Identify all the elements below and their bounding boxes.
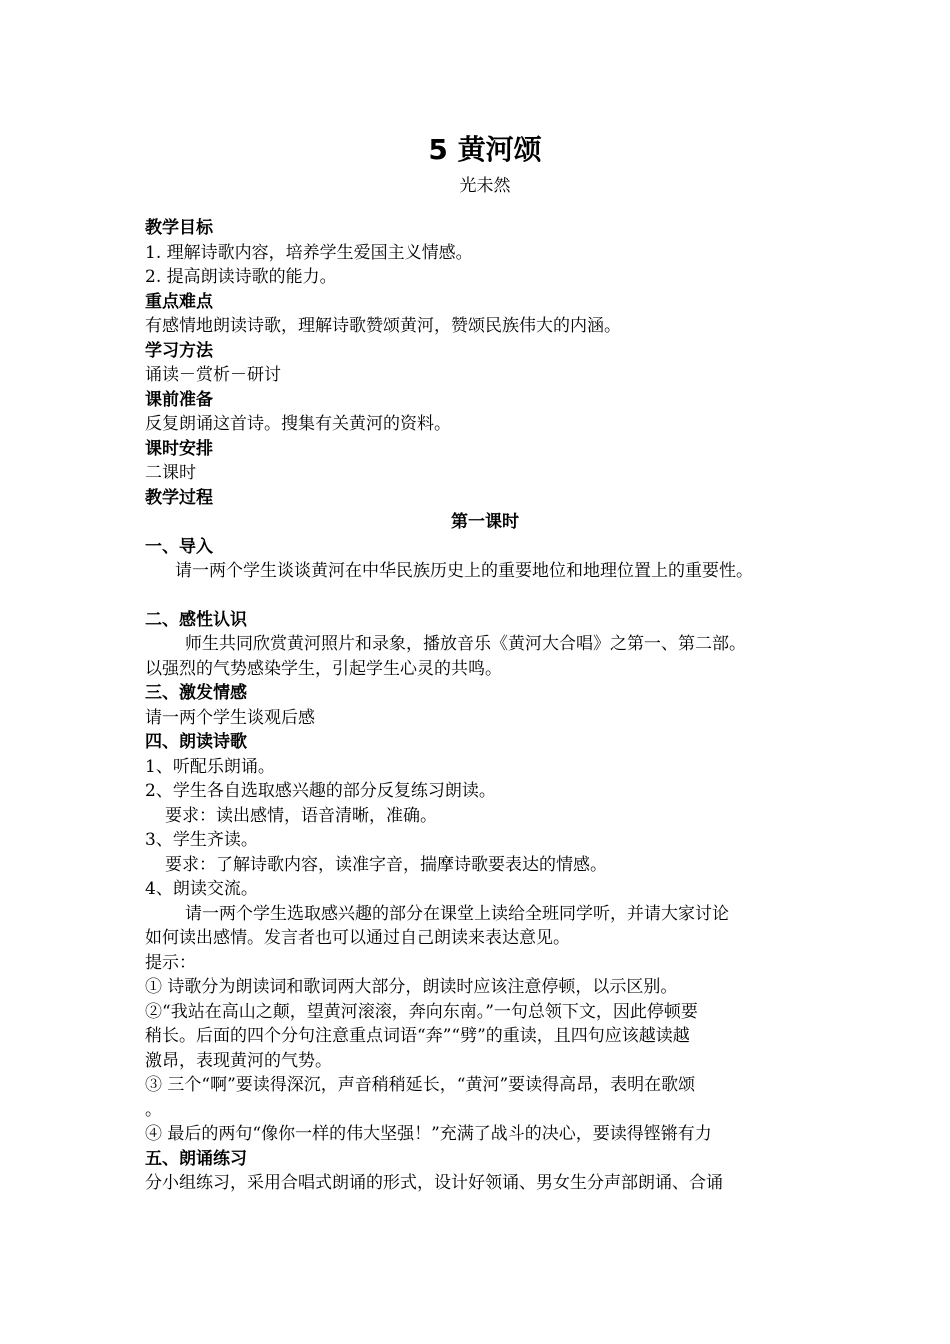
section-4-paragraph: 请一两个学生选取感兴趣的部分在课堂上读给全班同学听，并请大家讨论 — [185, 903, 729, 924]
objective-item: 2. 提高朗读诗歌的能力。 — [145, 267, 337, 287]
author-name: 光未然 — [459, 176, 511, 196]
heading-section-5: 五、朗诵练习 — [145, 1148, 247, 1169]
tip-item: ① 诗歌分为朗读词和歌词两大部分，朗读时应该注意停顿，以示区别。 — [145, 977, 678, 997]
heading-method: 学习方法 — [145, 340, 213, 361]
heading-section-3: 三、激发情感 — [145, 683, 247, 703]
method-text: 诵读－赏析－研讨 — [145, 365, 281, 385]
section-5-text: 分小组练习，采用合唱式朗诵的形式，设计好领诵、男女生分声部朗诵、合诵 — [145, 1173, 723, 1193]
tip-item: 稍长。后面的四个分句注意重点词语“奔”“劈”的重读，且四句应该越读越 — [145, 1026, 690, 1046]
document-page — [145, 130, 825, 1196]
lesson-title: 第一课时 — [451, 512, 519, 532]
section-4-line: 3、学生齐读。 — [145, 830, 258, 850]
schedule-text: 二课时 — [145, 463, 196, 483]
tip-item: 激昂，表现黄河的气势。 — [145, 1050, 332, 1071]
section-1-text: 请一两个学生谈谈黄河在中华民族历史上的重要地位和地理位置上的重要性。 — [175, 561, 753, 581]
section-2-line: 师生共同欣赏黄河照片和录象，播放音乐《黄河大合唱》之第一、第二部。 — [185, 634, 746, 654]
heading-objectives: 教学目标 — [145, 218, 213, 238]
section-3-text: 请一两个学生谈观后感 — [145, 707, 315, 728]
heading-schedule: 课时安排 — [145, 438, 213, 459]
tips-label: 提示： — [145, 952, 196, 973]
spacer — [145, 584, 825, 608]
section-4-line: 1、听配乐朗诵。 — [145, 756, 275, 777]
objective-item: 1. 理解诗歌内容，培养学生爱国主义情感。 — [145, 242, 473, 263]
section-4-paragraph: 如何读出感情。发言者也可以通过自己朗读来表达意见。 — [145, 928, 570, 948]
document-title: 5 黄河颂 — [428, 133, 542, 166]
heading-section-1: 一、导入 — [145, 536, 213, 557]
heading-section-4: 四、朗读诗歌 — [145, 732, 247, 752]
tip-item: ②“我站在高山之颠，望黄河滚滚，奔向东南。”一句总领下文，因此停顿要 — [145, 1001, 698, 1022]
heading-preparation: 课前准备 — [145, 389, 213, 410]
key-points-text: 有感情地朗读诗歌，理解诗歌赞颂黄河，赞颂民族伟大的内涵。 — [145, 316, 621, 336]
tip-item: ③ 三个“啊”要读得深沉，声音稍稍延长，“黄河”要读得高昂，表明在歌颂 — [145, 1075, 696, 1095]
section-4-requirement: 要求：了解诗歌内容，读准字音，揣摩诗歌要表达的情感。 — [165, 854, 607, 875]
heading-section-2: 二、感性认识 — [145, 609, 247, 630]
section-4-line: 4、朗读交流。 — [145, 879, 258, 899]
section-4-requirement: 要求：读出感情，语音清晰，准确。 — [165, 805, 437, 826]
tip-item: ④ 最后的两句“像你一样的伟大坚强！”充满了战斗的决心，要读得铿锵有力 — [145, 1124, 712, 1144]
section-2-line: 以强烈的气势感染学生，引起学生心灵的共鸣。 — [145, 658, 502, 679]
section-4-line: 2、学生各自选取感兴趣的部分反复练习朗读。 — [145, 781, 496, 801]
tip-item: 。 — [145, 1099, 162, 1120]
heading-key-points: 重点难点 — [145, 291, 213, 312]
preparation-text: 反复朗诵这首诗。搜集有关黄河的资料。 — [145, 414, 451, 434]
heading-process: 教学过程 — [145, 487, 213, 508]
